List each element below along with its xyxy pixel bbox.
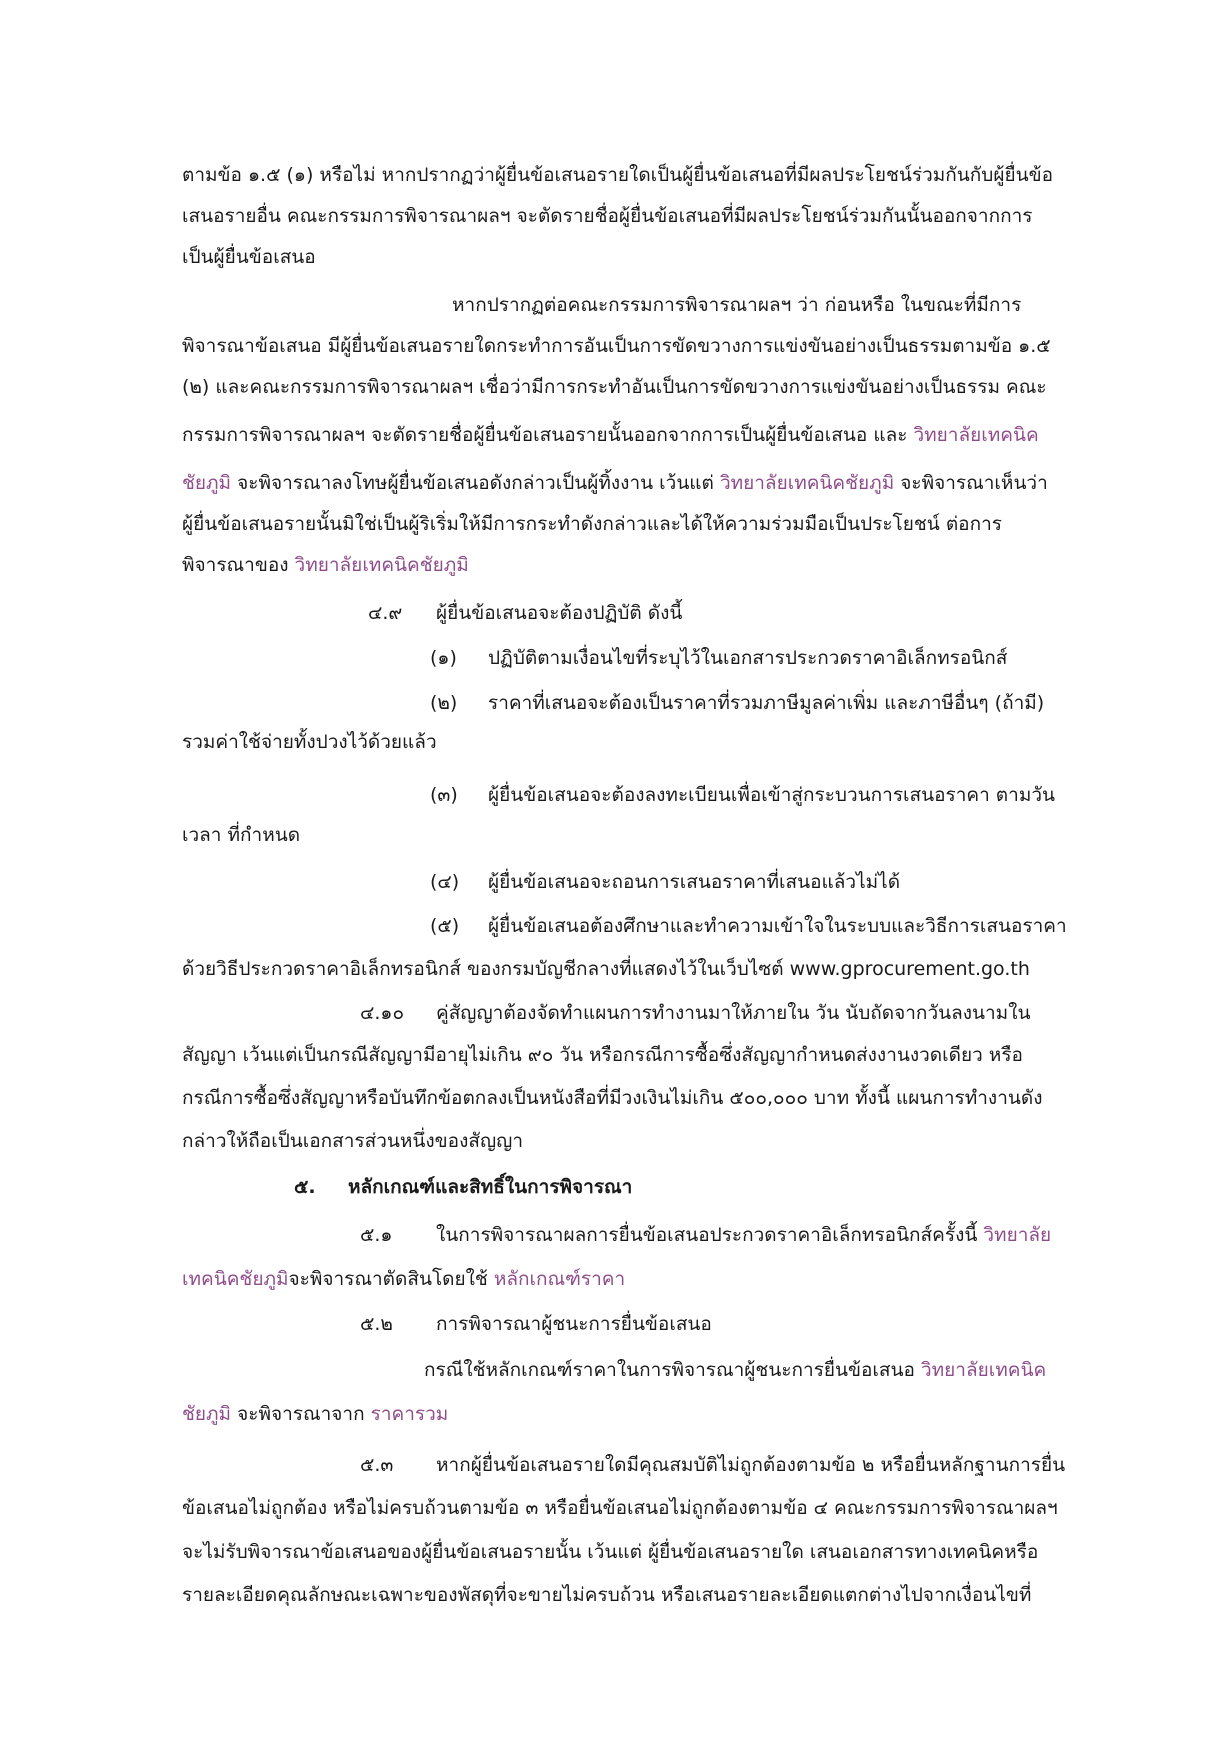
section-heading-number: ๕.	[294, 1176, 316, 1198]
text-segment: จะพิจารณาจาก	[231, 1403, 371, 1425]
paragraph-line: รายละเอียดคุณลักษณะเฉพาะของพัสดุที่จะขายไม่ครบถ้วน หรือเสนอรายละเอียดแตกต่างไปจากเงื่อนไขที่	[182, 1584, 1032, 1606]
section-number: ๔.๙	[368, 602, 403, 624]
paragraph-line: รวมค่าใช้จ่ายทั้งปวงไว้ด้วยแล้ว	[182, 731, 437, 753]
item-number: (๑)	[430, 647, 457, 669]
paragraph-line: ราคาที่เสนอจะต้องเป็นราคาที่รวมภาษีมูลค่าเพิ่ม และภาษีอื่นๆ (ถ้ามี)	[488, 692, 1045, 714]
paragraph-line: หากปรากฏต่อคณะกรรมการพิจารณาผลฯ ว่า ก่อนหรือ ในขณะที่มีการ	[452, 294, 1022, 316]
paragraph-line: การพิจารณาผู้ชนะการยื่นข้อเสนอ	[436, 1313, 712, 1335]
highlighted-criteria: หลักเกณฑ์ราคา	[493, 1268, 626, 1290]
highlighted-org-name: วิทยาลัย	[983, 1224, 1052, 1246]
section-heading: หลักเกณฑ์และสิทธิ์ในการพิจารณา	[348, 1176, 633, 1198]
item-number: (๔)	[430, 871, 460, 893]
item-number: (๒)	[430, 692, 458, 714]
paragraph-line: ผู้ยื่นข้อเสนอจะต้องลงทะเบียนเพื่อเข้าสู่กระบวนการเสนอราคา ตามวัน	[488, 784, 1055, 806]
section-number: ๕.๑	[360, 1224, 393, 1246]
paragraph-line	[424, 1355, 1046, 1385]
text-segment: จะพิจารณาตัดสินโดยใช้	[288, 1268, 494, 1290]
paragraph-line: พิจารณาข้อเสนอ มีผู้ยื่นข้อเสนอรายใดกระทำการอันเป็นการขัดขวางการแข่งขันอย่างเป็นธรรมตามข้อ ๑.๕	[182, 335, 1051, 357]
paragraph-line: เป็นผู้ยื่นข้อเสนอ	[182, 246, 316, 268]
item-number: (๓)	[430, 784, 458, 806]
highlighted-org-name: วิทยาลัยเทคนิคชัยภูมิ	[719, 472, 895, 494]
highlighted-org-name: วิทยาลัยเทคนิคชัยภูมิ	[294, 554, 469, 576]
paragraph-line: ด้วยวิธีประกวดราคาอิเล็กทรอนิกส์ ของกรมบัญชีกลางที่แสดงไว้ในเว็บไซต์ www.gprocurement.go.th	[182, 958, 1030, 980]
highlighted-criteria: ราคารวม	[370, 1403, 449, 1425]
paragraph-line: หากผู้ยื่นข้อเสนอรายใดมีคุณสมบัติไม่ถูกต้องตามข้อ ๒ หรือยื่นหลักฐานการยื่น	[436, 1454, 1066, 1476]
text-segment: กรณีใช้หลักเกณฑ์ราคาในการพิจารณาผู้ชนะการยื่นข้อเสนอ	[424, 1359, 921, 1381]
section-number: ๔.๑๐	[360, 1002, 405, 1024]
paragraph-line	[182, 1264, 625, 1294]
paragraph-line: กรณีการซื้อซึ่งสัญญาหรือบันทึกข้อตกลงเป็นหนังสือที่มีวงเงินไม่เกิน ๕๐๐,๐๐๐ บาท ทั้งนี้ แผนการทำงานดัง	[182, 1087, 1043, 1109]
section-number: ๕.๒	[360, 1313, 393, 1335]
highlighted-org-name: ชัยภูมิ	[182, 1403, 232, 1425]
paragraph-line	[182, 550, 469, 580]
paragraph-line: สัญญา เว้นแต่เป็นกรณีสัญญามีอายุไม่เกิน ๙๐ วัน หรือกรณีการซื้อซึ่งสัญญากำหนดส่งงานงวดเดียว หรือ	[182, 1044, 1023, 1066]
paragraph-line: จะไม่รับพิจารณาข้อเสนอของผู้ยื่นข้อเสนอรายนั้น เว้นแต่ ผู้ยื่นข้อเสนอรายใด เสนอเอกสารทางเทคนิคหรือ	[182, 1541, 1039, 1563]
text-segment: พิจารณาของ	[182, 554, 295, 576]
paragraph-line: ผู้ยื่นข้อเสนอจะต้องปฏิบัติ ดังนี้	[436, 602, 683, 624]
highlighted-org-name: วิทยาลัยเทคนิค	[913, 424, 1039, 446]
highlighted-org-name: เทคนิคชัยภูมิ	[182, 1268, 289, 1290]
item-number: (๕)	[430, 915, 460, 937]
paragraph-line	[182, 468, 1048, 498]
highlighted-org-name: ชัยภูมิ	[182, 472, 232, 494]
paragraph-line: ตามข้อ ๑.๕ (๑) หรือไม่ หากปรากฏว่าผู้ยื่นข้อเสนอรายใดเป็นผู้ยื่นข้อเสนอที่มีผลประโยชน์ร่วมกันกับผู้ยื่นข้อ	[182, 164, 1053, 186]
paragraph-line: ข้อเสนอไม่ถูกต้อง หรือไม่ครบถ้วนตามข้อ ๓ หรือยื่นข้อเสนอไม่ถูกต้องตามข้อ ๔ คณะกรรมการพิจารณาผลฯ	[182, 1497, 1058, 1519]
paragraph-line: กล่าวให้ถือเป็นเอกสารส่วนหนึ่งของสัญญา	[182, 1130, 523, 1152]
text-segment: ในการพิจารณาผลการยื่นข้อเสนอประกวดราคาอิเล็กทรอนิกส์ครั้งนี้	[436, 1224, 984, 1246]
paragraph-line: ผู้ยื่นข้อเสนอรายนั้นมิใช่เป็นผู้ริเริ่มให้มีการกระทำดังกล่าวและได้ให้ความร่วมมือเป็นประโยชน์ ต่อการ	[182, 513, 1002, 535]
section-number: ๕.๓	[360, 1454, 394, 1476]
text-segment: จะพิจารณาลงโทษผู้ยื่นข้อเสนอดังกล่าวเป็นผู้ทิ้งงาน เว้นแต่	[231, 472, 720, 494]
paragraph-line: เสนอรายอื่น คณะกรรมการพิจารณาผลฯ จะตัดรายชื่อผู้ยื่นข้อเสนอที่มีผลประโยชน์ร่วมกันนั้นออกจากการ	[182, 205, 1033, 227]
paragraph-line	[182, 420, 1039, 450]
paragraph-line: ผู้ยื่นข้อเสนอจะถอนการเสนอราคาที่เสนอแล้วไม่ได้	[488, 871, 901, 893]
text-segment: จะพิจารณาเห็นว่า	[894, 472, 1048, 494]
paragraph-line: เวลา ที่กำหนด	[182, 824, 301, 846]
paragraph-line: ผู้ยื่นข้อเสนอต้องศึกษาและทำความเข้าใจในระบบและวิธีการเสนอราคา	[488, 915, 1067, 937]
paragraph-line: คู่สัญญาต้องจัดทำแผนการทำงานมาให้ภายใน วัน นับถัดจากวันลงนามใน	[436, 1002, 1031, 1024]
paragraph-line: (๒) และคณะกรรมการพิจารณาผลฯ เชื่อว่ามีการกระทำอันเป็นการขัดขวางการแข่งขันอย่างเป็นธรรม คณะ	[182, 376, 1047, 398]
highlighted-org-name: วิทยาลัยเทคนิค	[920, 1359, 1047, 1381]
paragraph-line	[182, 1399, 448, 1429]
paragraph-line	[436, 1220, 1051, 1250]
text-segment: กรรมการพิจารณาผลฯ จะตัดรายชื่อผู้ยื่นข้อเสนอรายนั้นออกจากการเป็นผู้ยื่นข้อเสนอ และ	[182, 424, 914, 446]
paragraph-line: ปฏิบัติตามเงื่อนไขที่ระบุไว้ในเอกสารประกวดราคาอิเล็กทรอนิกส์	[488, 647, 1008, 669]
